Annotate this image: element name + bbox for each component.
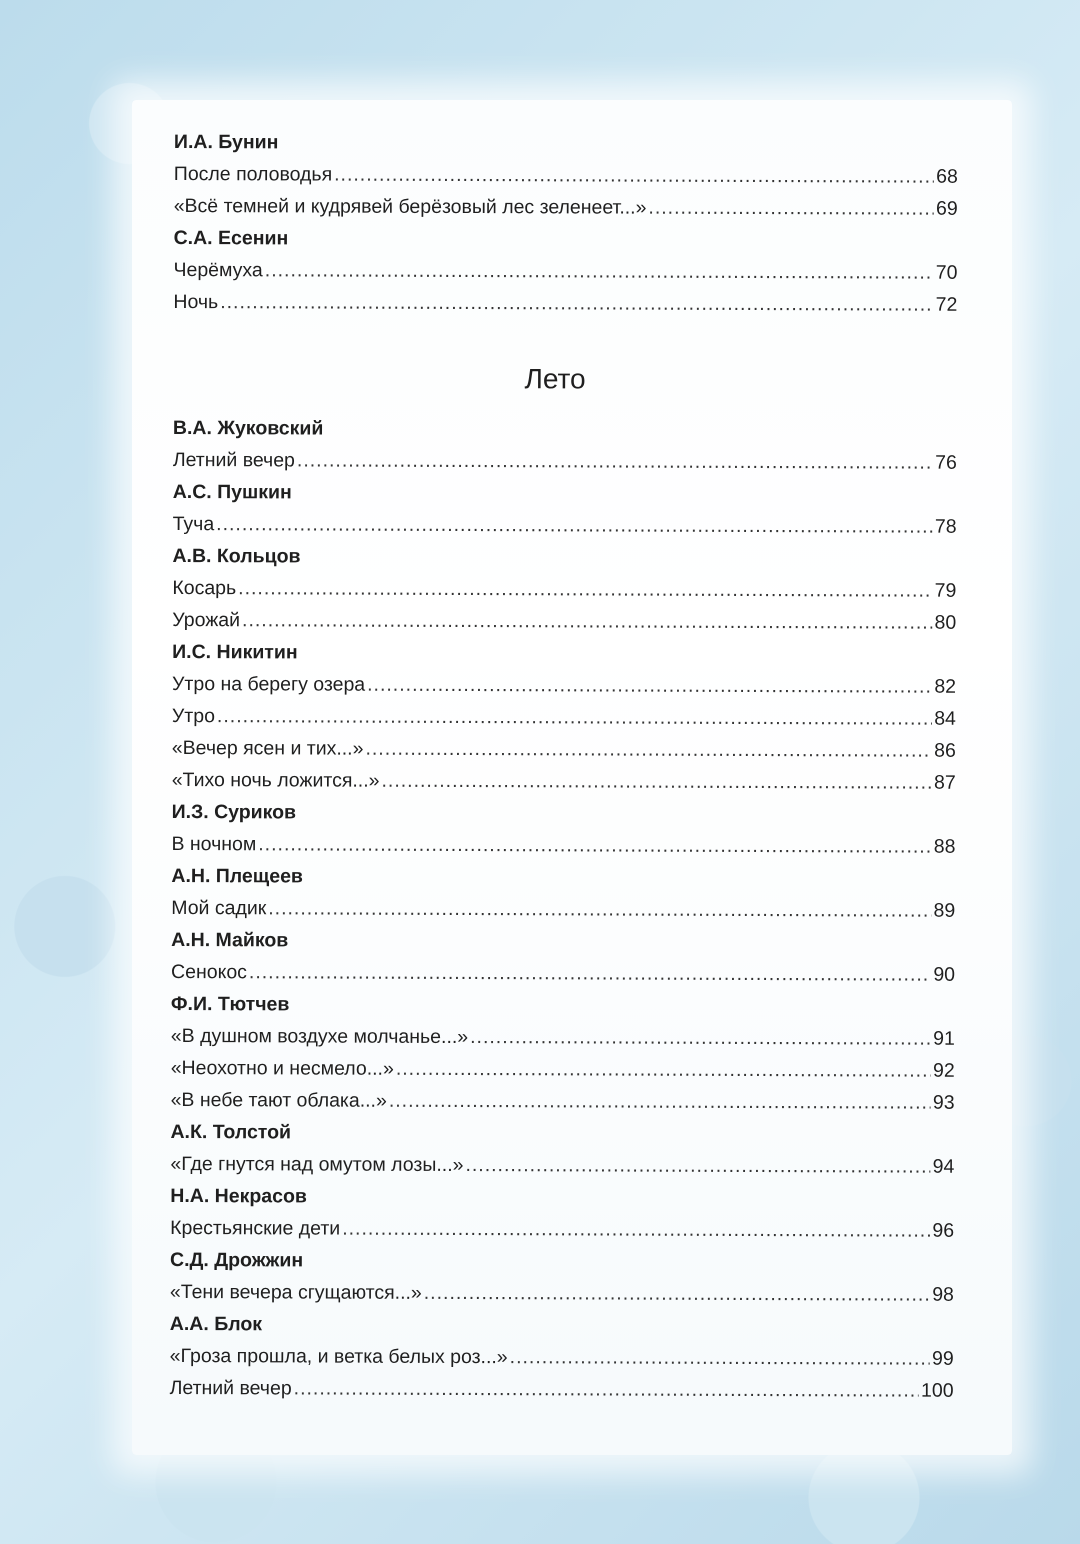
- entry-title: Косарь: [172, 576, 237, 600]
- toc-entry: [173, 444, 957, 479]
- toc-entry: [170, 1372, 954, 1407]
- entry-title: Ночь: [173, 290, 219, 314]
- entry-title: После половодья: [173, 162, 333, 186]
- entry-title: «Тихо ночь ложится...»: [171, 768, 380, 792]
- entry-title: «В небе тают облака...»: [170, 1088, 387, 1112]
- toc-entry: [171, 1052, 955, 1087]
- entry-title: Летний вечер: [169, 1376, 292, 1400]
- dot-leader: [268, 892, 931, 926]
- page-number: 70: [935, 261, 958, 284]
- page-number: 100: [921, 1379, 954, 1402]
- author-name: А.А. Блок: [169, 1312, 263, 1336]
- page-number: 84: [934, 707, 956, 730]
- entry-title: «Тени вечера сгущаются...»: [169, 1280, 422, 1304]
- toc-entry: [171, 1084, 955, 1119]
- dot-leader: [265, 254, 934, 288]
- dot-leader: [389, 1085, 931, 1119]
- entry-title: «Всё темней и кудрявей берёзовый лес зеленеет...»: [173, 194, 647, 219]
- toc-entry: [174, 158, 958, 193]
- entry-title: Крестьянские дети: [170, 1216, 341, 1240]
- dot-leader: [396, 1053, 931, 1087]
- table-of-contents: [170, 126, 958, 1407]
- entry-title: Черёмуха: [173, 258, 263, 282]
- toc-entry: [173, 508, 957, 543]
- toc-entry: [173, 286, 957, 321]
- toc-entry: [172, 764, 956, 799]
- page-number: 94: [932, 1155, 955, 1178]
- page-number: 92: [932, 1059, 955, 1082]
- author-name: А.С. Пушкин: [172, 480, 292, 504]
- dot-leader: [470, 1021, 931, 1055]
- dot-leader: [249, 956, 932, 990]
- entry-title: Утро: [171, 704, 215, 728]
- toc-entry: [171, 956, 955, 991]
- dot-leader: [424, 1277, 931, 1311]
- dot-leader: [342, 1213, 930, 1247]
- author-name: И.З. Суриков: [171, 800, 297, 824]
- author-name: С.Д. Дрожжин: [170, 1248, 304, 1272]
- dot-leader: [238, 572, 933, 606]
- entry-title: Сенокос: [171, 960, 247, 984]
- page-number: 89: [933, 899, 956, 922]
- toc-entry: [172, 572, 956, 607]
- author-name: А.Н. Плещеев: [171, 864, 303, 888]
- author-name: А.К. Толстой: [170, 1120, 292, 1144]
- dot-leader: [294, 1372, 919, 1406]
- page-number: 68: [936, 165, 958, 188]
- author-name: С.А. Есенин: [173, 226, 289, 250]
- section-title: Лето: [524, 363, 586, 395]
- page-number: 88: [933, 835, 956, 858]
- toc-entry: [172, 732, 956, 767]
- author-name: А.В. Кольцов: [172, 544, 301, 568]
- page-number: 91: [933, 1027, 955, 1050]
- toc-spring-continuation: [173, 126, 958, 321]
- entry-title: «Где гнутся над омутом лозы...»: [170, 1152, 464, 1177]
- page-number: 80: [934, 611, 957, 634]
- page-number: 76: [935, 451, 957, 474]
- page-number: 78: [934, 515, 957, 538]
- toc-entry: [171, 1020, 955, 1055]
- page-number: 69: [935, 197, 958, 220]
- author-name: И.А. Бунин: [173, 130, 279, 154]
- entry-title: Урожай: [172, 608, 241, 632]
- dot-leader: [510, 1341, 930, 1374]
- entry-title: «Вечер ясен и тих...»: [171, 736, 364, 760]
- entry-title: Летний вечер: [172, 448, 295, 472]
- toc-entry: [172, 604, 956, 639]
- dot-leader: [465, 1149, 930, 1183]
- dot-leader: [217, 700, 932, 734]
- page-number: 98: [932, 1283, 954, 1306]
- toc-entry: [170, 1148, 954, 1183]
- page-number: 99: [931, 1347, 954, 1370]
- entry-title: «Гроза прошла, и ветка белых роз...»: [169, 1344, 508, 1369]
- entry-title: В ночном: [171, 832, 257, 856]
- toc-entry: [170, 1276, 954, 1311]
- dot-leader: [258, 828, 932, 862]
- toc-entry: [172, 668, 956, 703]
- toc-entry: [172, 700, 956, 735]
- toc-entry: [170, 1340, 954, 1375]
- entry-title: «Неохотно и несмело...»: [170, 1056, 394, 1080]
- entry-title: Туча: [172, 512, 215, 536]
- dot-leader: [648, 192, 934, 225]
- page-number: 82: [934, 675, 957, 698]
- page-number: 86: [934, 739, 956, 762]
- dot-leader: [242, 604, 933, 638]
- toc-entry: [174, 190, 958, 225]
- dot-leader: [220, 286, 934, 320]
- page-number: 72: [935, 293, 958, 316]
- toc-summer-section: [170, 412, 957, 1407]
- author-name: Ф.И. Тютчев: [170, 992, 290, 1016]
- dot-leader: [334, 159, 934, 193]
- dot-leader: [381, 765, 932, 799]
- page-number: 87: [933, 771, 956, 794]
- dot-leader: [367, 669, 932, 703]
- toc-entry: [171, 892, 955, 927]
- toc-entry: [171, 828, 955, 863]
- toc-entry: [173, 254, 957, 289]
- dot-leader: [297, 444, 933, 478]
- author-name: И.С. Никитин: [172, 640, 298, 664]
- page-number: 90: [933, 963, 956, 986]
- page-number: 93: [932, 1091, 955, 1114]
- author-name: Н.А. Некрасов: [170, 1184, 307, 1208]
- author-name: В.А. Жуковский: [172, 416, 324, 440]
- entry-title: «В душном воздухе молчанье...»: [170, 1024, 469, 1049]
- page-number: 96: [932, 1219, 955, 1242]
- page-number: 79: [934, 579, 957, 602]
- toc-entry: [170, 1212, 954, 1247]
- author-name: А.Н. Майков: [171, 928, 289, 952]
- dot-leader: [216, 508, 933, 543]
- dot-leader: [365, 733, 932, 767]
- entry-title: Мой садик: [171, 896, 267, 920]
- entry-title: Утро на берегу озера: [172, 672, 366, 696]
